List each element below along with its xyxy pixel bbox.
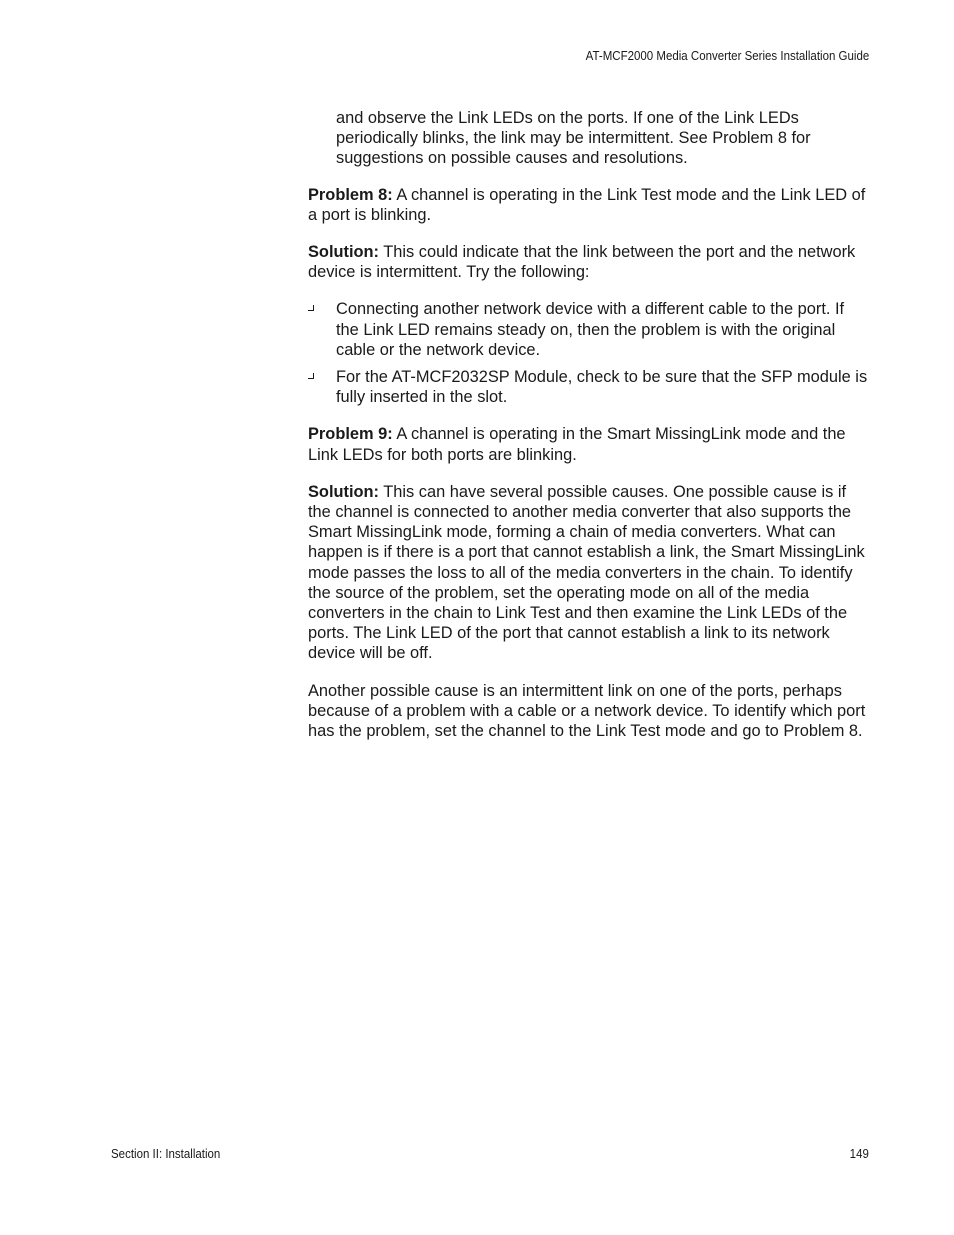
square-bullet-icon xyxy=(308,305,314,311)
problem-8-text: A channel is operating in the Link Test mode and the Link LED of a port is blinking. xyxy=(308,185,866,224)
solution-9-paragraph xyxy=(308,482,870,664)
problem-9-paragraph xyxy=(308,424,870,464)
continuation-paragraph: and observe the Link LEDs on the ports. If one of the Link LEDs periodically blinks, the link may be intermittent. See Problem 8 for suggestions on possible causes and resolutions. xyxy=(336,109,811,168)
problem-9-text: A channel is operating in the Smart MissingLink mode and the Link LEDs for both ports are blinking. xyxy=(308,425,846,464)
solution-8-label: Solution: xyxy=(308,243,380,262)
list-item xyxy=(308,299,870,360)
solution-8-text: This could indicate that the link between the port and the network device is intermittent. Try the following: xyxy=(308,243,856,282)
solution-9-label: Solution: xyxy=(308,482,380,501)
footer-page-number: 149 xyxy=(849,1147,869,1161)
solution-8-paragraph xyxy=(308,242,870,282)
page-content xyxy=(308,108,870,758)
footer-section-label: Section II: Installation xyxy=(111,1147,221,1161)
problem-8-label: Problem 8: xyxy=(308,185,393,204)
list-item-text: Connecting another network device with a different cable to the port. If the Link LED remains steady on, then the problem is with the original cable or the network device. xyxy=(336,300,845,359)
troubleshooting-list xyxy=(308,299,870,407)
list-item-text: For the AT-MCF2032SP Module, check to be sure that the SFP module is fully inserted in the slot. xyxy=(336,368,868,407)
solution-9-text: This can have several possible causes. One possible cause is if the channel is connected to another media converter that also supports the Smart MissingLink mode, forming a chain of media converters. What can happen is if there is a port that cannot establish a link, the Smart MissingLink mode passes the loss to all of the media converters in the chain. To identify the source of the problem, set the operating mode on all of the media converters in the chain to Link Test and then examine the Link LEDs of the ports. The Link LED of the port that cannot establish a link to its network device will be off. xyxy=(308,482,865,663)
another-cause-paragraph: Another possible cause is an intermittent link on one of the ports, perhaps because of a problem with a cable or a network device. To identify which port has the problem, set the channel to the Link Test mode and go to Problem 8. xyxy=(308,681,866,741)
list-item xyxy=(308,367,870,407)
problem-8-paragraph xyxy=(308,185,870,225)
problem-9-label: Problem 9: xyxy=(308,425,393,444)
square-bullet-icon xyxy=(308,373,314,379)
running-header: AT-MCF2000 Media Converter Series Installation Guide xyxy=(585,49,869,63)
